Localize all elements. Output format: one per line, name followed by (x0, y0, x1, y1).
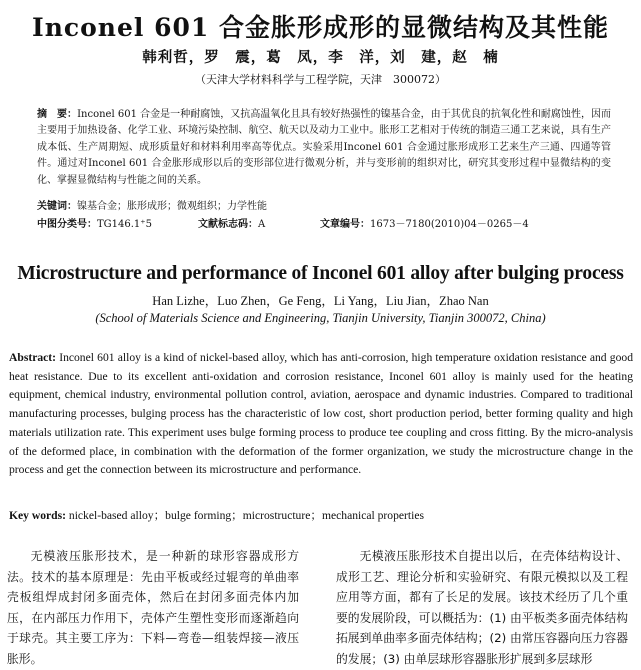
clc-value: TG146.1⁺5 (97, 219, 152, 230)
abstract-cn (37, 107, 611, 189)
authors-cn: 韩利哲，罗 震，葛 凤，李 洋，刘 建，赵 楠 (142, 49, 499, 66)
affiliation-cn: （天津大学材料科学与工程学院，天津 300072） (195, 73, 446, 86)
abstract-cn-label: 摘 要： (37, 109, 78, 120)
keywords-en (9, 507, 424, 523)
article-number (320, 215, 529, 230)
clc-label: 中图分类号： (37, 219, 97, 230)
abstract-en-label: Abstract: (9, 351, 57, 364)
keywords-cn-text: 镍基合金；胀形成形；微观组织；力学性能 (77, 201, 267, 212)
doc-code-value: A (258, 219, 266, 230)
affiliation-en: (School of Materials Science and Engineering, Tianjin University, Tianjin 300072, China) (95, 311, 546, 325)
paper-title-en: Microstructure and performance of Inconel 601 alloy after bulging process (17, 263, 624, 284)
abstract-en-text: Inconel 601 alloy is a kind of nickel-based alloy, which has anti-corrosion, high temperature oxidation resistance and good heat resistance. Due to its excellent anti-oxidation and corrosion resistance, Inconel 601 alloy is mainly used for the heating equipment, chemical industry, environmental pollution control, aviation, aerospace and dynamic industries. Compared to traditional manufacturing processes, bulging process has the characteristic of low cost, short production period, better forming quality and high materials utilization rate. This experiment uses bulge forming process to produce tee coupling and cross fitting. By the micro-analysis of the deformed place, in combination with the deformation of the former organization, we study the microstructure change in the process and get the connection between its microstructure and performance. (9, 351, 633, 477)
article-no-label: 文章编号： (320, 219, 370, 230)
body-column-right: 无模液压胀形技术自提出以后，在壳体结构设计、成形工艺、理论分析和实验研究、有限元模拟以及工程应用等方面，都有了长足的发展。该技术经历了几个重要的发展阶段，可以概括为：(1) 由平板类多面壳体结构拓展到单曲率多面壳体结构；(2) 由常压容器向压力容器的发展；(3) 由单层球形容器胀形扩展到多层球形 (336, 549, 628, 666)
abstract-cn-text: Inconel 601 合金是一种耐腐蚀，又抗高温氧化且具有较好热强性的镍基合金，由于其优良的抗氧化性和耐腐蚀性，因而主要用于加热设备、化学工业、环境污染控制、航空、航天以及动力工业中。胀形工艺相对于传统的制造三通工艺来说，具有生产成本低、生产周期短、成形质量好和材料利用率高等优点。实验采用Inconel 601 合金通过胀形成形工艺来生产三通、四通等管件。通过对Inconel 601 合金胀形成形以后的变形部位进行微观分析，并与变形前的组织对比，研究其变形过程中显微结构的变化、掌握显微结构与性能之间的关系。 (37, 109, 611, 186)
keywords-cn (37, 197, 267, 212)
article-no-value: 1673－7180(2010)04－0265－4 (370, 219, 529, 230)
authors-en: Han Lizhe，Luo Zhen，Ge Feng，Li Yang，Liu Jian，Zhao Nan (152, 294, 489, 308)
doc-code-label: 文献标志码： (198, 219, 258, 230)
paper-title-cn: Inconel 601 合金胀形成形的显微结构及其性能 (32, 13, 609, 42)
keywords-cn-label: 关键词： (37, 201, 77, 212)
abstract-en (9, 349, 633, 480)
doc-code (198, 215, 265, 230)
body-column-left: 无模液压胀形技术，是一种新的球形容器成形方法。技术的基本原理是：先由平板或经过辊弯的单曲率壳板组焊成封闭多面壳体，然后在封闭多面壳体内加压，在内部压力作用下，壳体产生塑性变形而逐渐趋向于球壳。其主要工序为：下料—弯卷—组装焊接—液压胀形。 (7, 549, 299, 666)
clc-number (37, 215, 152, 230)
keywords-en-text: nickel-based alloy；bulge forming；microstructure；mechanical properties (66, 509, 424, 522)
keywords-en-label: Key words: (9, 509, 66, 522)
